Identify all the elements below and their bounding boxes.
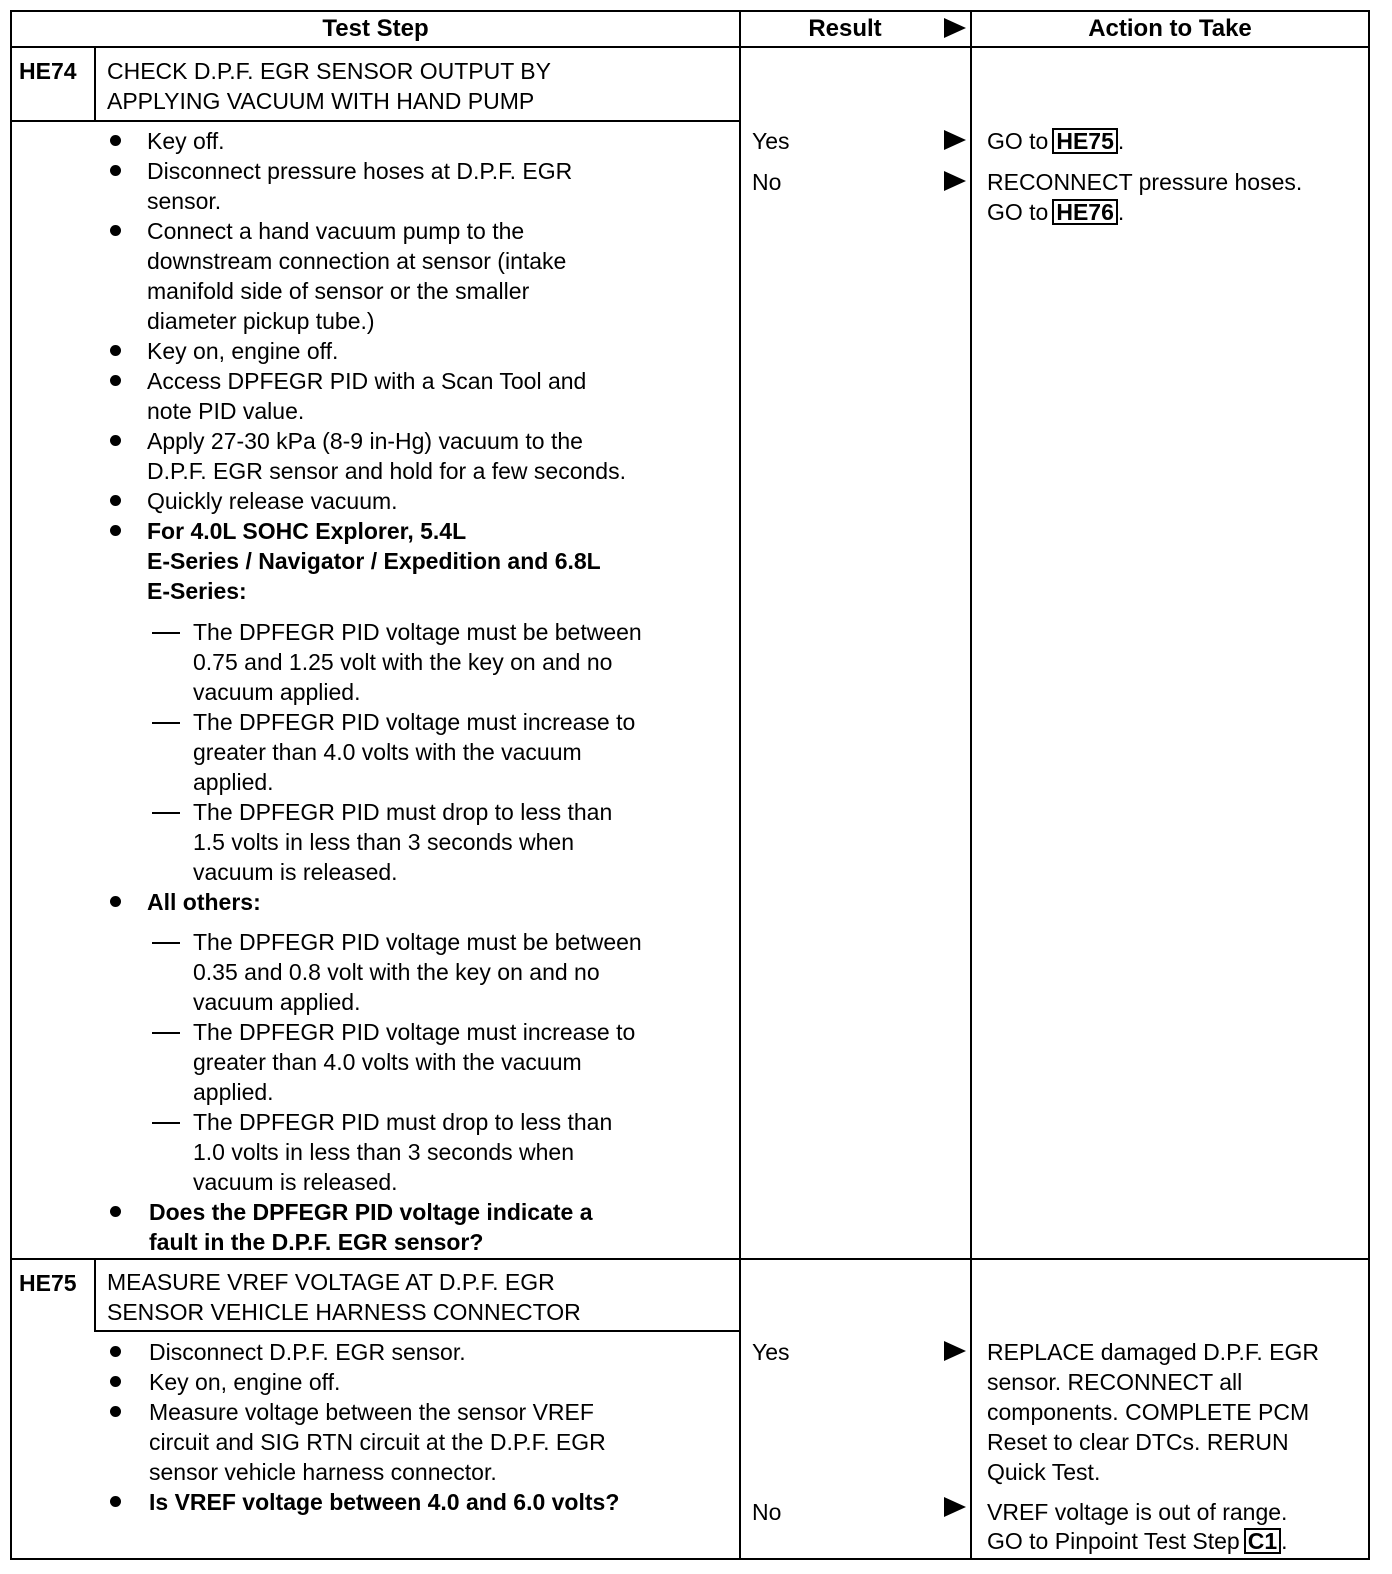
he74-group2-item: greater than 4.0 volts with the vacuum [193, 1049, 582, 1075]
dash-icon [152, 722, 180, 724]
he75-action-no-text: GO to Pinpoint Test Step [987, 1528, 1240, 1554]
dash-icon [152, 812, 180, 814]
bullet-icon [110, 495, 121, 506]
he74-question: Does the DPFEGR PID voltage indicate a [149, 1199, 593, 1225]
he74-title-underline [94, 120, 740, 122]
he74-group1-heading: For 4.0L SOHC Explorer, 5.4L [147, 518, 467, 544]
dash-icon [152, 942, 180, 944]
he74-group2-item: vacuum applied. [193, 989, 361, 1015]
he75-action-yes: REPLACE damaged D.P.F. EGR [987, 1339, 1319, 1365]
bullet-icon [110, 896, 121, 907]
he74-ref-he75[interactable]: HE75 [1052, 128, 1118, 154]
he74-title-left-underline [10, 120, 96, 122]
he75-step: Disconnect D.P.F. EGR sensor. [149, 1339, 466, 1365]
table-border-right [1368, 10, 1370, 1560]
he75-step: sensor vehicle harness connector. [149, 1459, 497, 1485]
he75-question: Is VREF voltage between 4.0 and 6.0 volts? [149, 1489, 620, 1515]
period: . [1281, 1528, 1288, 1554]
bullet-icon [110, 435, 121, 446]
bullet-icon [110, 165, 121, 176]
table-border-top [10, 10, 1370, 12]
dash-icon [152, 1122, 180, 1124]
he74-step: Apply 27-30 kPa (8-9 in-Hg) vacuum to the [147, 428, 583, 454]
bullet-icon [110, 1346, 121, 1357]
header-test-step: Test Step [322, 15, 429, 42]
he74-group1-item: greater than 4.0 volts with the vacuum [193, 739, 582, 765]
step-id-divider-he75 [94, 1258, 96, 1332]
step-id-he75: HE75 [19, 1270, 77, 1296]
he75-action-no-line1: VREF voltage is out of range. [987, 1499, 1288, 1525]
he74-step: Connect a hand vacuum pump to the [147, 218, 525, 244]
bullet-icon [110, 225, 121, 236]
he74-result-no: No [752, 169, 782, 195]
he74-step: manifold side of sensor or the smaller [147, 278, 530, 304]
arrow-icon [944, 171, 966, 191]
he74-group2-item: 1.0 volts in less than 3 seconds when [193, 1139, 575, 1165]
he74-step: Key on, engine off. [147, 338, 339, 364]
header-divider [10, 46, 1370, 48]
he75-title-underline [94, 1330, 740, 1332]
he74-title-line1: CHECK D.P.F. EGR SENSOR OUTPUT BY [107, 58, 551, 84]
he75-action-no-line2 [987, 1526, 1288, 1556]
he74-action-yes-text: GO to [987, 128, 1049, 154]
he74-action-no-text: GO to [987, 199, 1049, 225]
step-id-divider-he74 [94, 46, 96, 122]
he74-group1-heading: E-Series: [147, 578, 247, 604]
he74-result-yes: Yes [752, 128, 790, 154]
bullet-icon [110, 375, 121, 386]
table-border-left [10, 10, 12, 1560]
he74-step: D.P.F. EGR sensor and hold for a few seconds. [147, 458, 626, 484]
he74-group2-item: The DPFEGR PID voltage must be between [193, 929, 642, 955]
he75-action-yes: components. COMPLETE PCM [987, 1399, 1310, 1425]
bullet-icon [110, 135, 121, 146]
step-id-he74: HE74 [19, 58, 77, 84]
he75-step: circuit and SIG RTN circuit at the D.P.F. EGR [149, 1429, 606, 1455]
row-divider-he75 [10, 1258, 1370, 1260]
he75-title-line2: SENSOR VEHICLE HARNESS CONNECTOR [107, 1299, 581, 1325]
he74-group2-item: The DPFEGR PID must drop to less than [193, 1109, 613, 1135]
he75-action-yes: Reset to clear DTCs. RERUN [987, 1429, 1289, 1455]
arrow-icon [944, 1497, 966, 1517]
he74-step: Quickly release vacuum. [147, 488, 398, 514]
he74-group1-item: vacuum is released. [193, 859, 398, 885]
he75-result-no: No [752, 1499, 782, 1525]
dash-icon [152, 632, 180, 634]
he74-title-line2: APPLYING VACUUM WITH HAND PUMP [107, 88, 535, 114]
he74-group1-item: vacuum applied. [193, 679, 361, 705]
he74-question: fault in the D.P.F. EGR sensor? [149, 1229, 484, 1255]
he74-group1-item: 1.5 volts in less than 3 seconds when [193, 829, 575, 855]
he74-step: Key off. [147, 128, 225, 154]
he75-ref-c1[interactable]: C1 [1244, 1528, 1281, 1554]
bullet-icon [110, 525, 121, 536]
he74-step: note PID value. [147, 398, 305, 424]
he74-group2-item: vacuum is released. [193, 1169, 398, 1195]
he74-action-no-line1: RECONNECT pressure hoses. [987, 169, 1303, 195]
he74-group1-item: 0.75 and 1.25 volt with the key on and no [193, 649, 613, 675]
period: . [1117, 128, 1125, 154]
he74-step: downstream connection at sensor (intake [147, 248, 567, 274]
he74-group2-item: The DPFEGR PID voltage must increase to [193, 1019, 636, 1045]
he74-group1-heading: E-Series / Navigator / Expedition and 6.8L [147, 548, 601, 574]
arrow-icon [944, 130, 966, 150]
he74-group1-item: The DPFEGR PID voltage must be between [193, 619, 642, 645]
he74-group2-item: 0.35 and 0.8 volt with the key on and no [193, 959, 600, 985]
he75-result-yes: Yes [752, 1339, 790, 1365]
header-action: Action to Take [1088, 15, 1252, 42]
he74-group1-item: The DPFEGR PID voltage must increase to [193, 709, 636, 735]
he75-title-line1: MEASURE VREF VOLTAGE AT D.P.F. EGR [107, 1269, 555, 1295]
arrow-icon [944, 1341, 966, 1361]
header-result: Result [808, 15, 882, 42]
column-divider-result [739, 10, 741, 1560]
he74-action-yes [987, 126, 1124, 156]
bullet-icon [110, 1376, 121, 1387]
he74-step: Disconnect pressure hoses at D.P.F. EGR [147, 158, 573, 184]
dash-icon [152, 1032, 180, 1034]
he75-step: Measure voltage between the sensor VREF [149, 1399, 594, 1425]
bullet-icon [110, 1206, 121, 1217]
he75-action-yes: Quick Test. [987, 1459, 1101, 1485]
he74-group2-item: applied. [193, 1079, 274, 1105]
he74-step: sensor. [147, 188, 222, 214]
period: . [1117, 199, 1125, 225]
he75-action-yes: sensor. RECONNECT all [987, 1369, 1243, 1395]
he74-action-no-line2 [987, 197, 1124, 227]
bullet-icon [110, 1406, 121, 1417]
header-arrow-icon [944, 18, 966, 38]
he74-group1-item: The DPFEGR PID must drop to less than [193, 799, 613, 825]
he74-step: Access DPFEGR PID with a Scan Tool and [147, 368, 587, 394]
bullet-icon [110, 1496, 121, 1507]
table-border-bottom [10, 1558, 1370, 1560]
he74-group1-item: applied. [193, 769, 274, 795]
he74-ref-he76[interactable]: HE76 [1052, 199, 1118, 225]
he74-group2-heading: All others: [147, 889, 261, 915]
he74-step: diameter pickup tube.) [147, 308, 375, 334]
bullet-icon [110, 345, 121, 356]
column-divider-action [970, 10, 972, 1560]
he75-step: Key on, engine off. [149, 1369, 341, 1395]
